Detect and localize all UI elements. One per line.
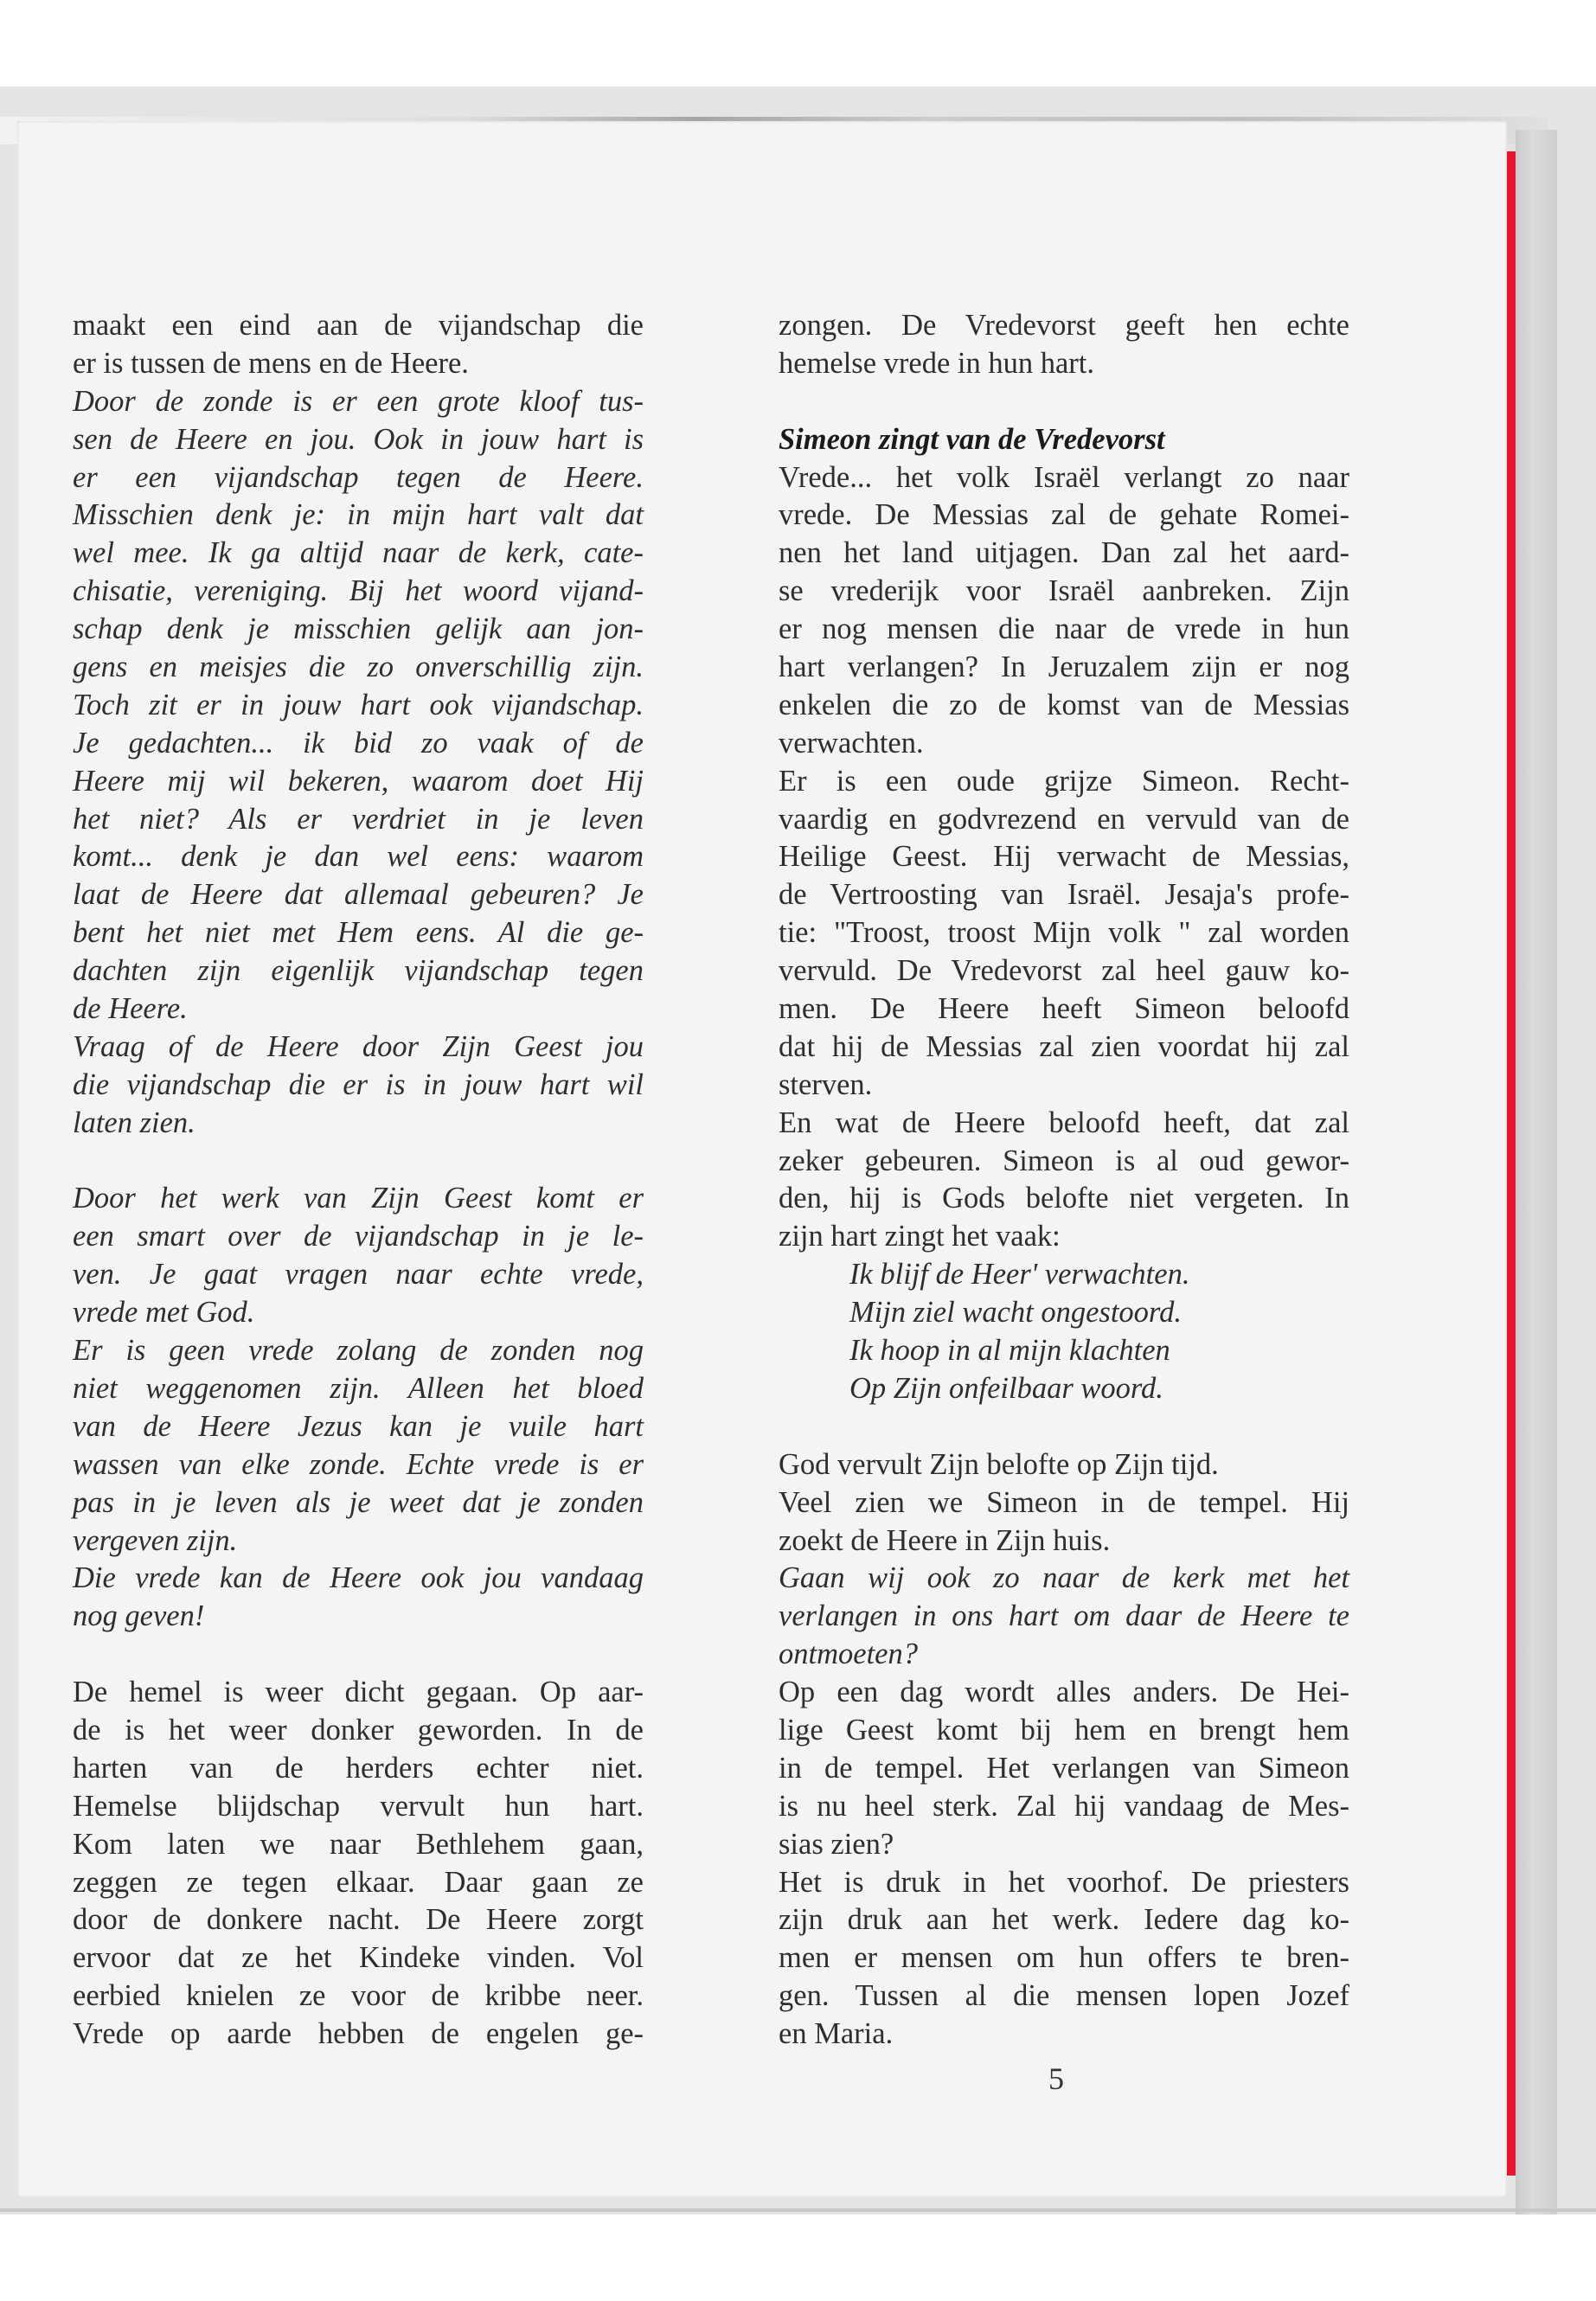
text-line: gens en meisjes die zo onverschillig zijn. (73, 651, 644, 684)
text-line: nen het land uitjagen. Dan zal het aard- (779, 536, 1349, 570)
text-line: er is tussen de mens en de Heere. (73, 346, 469, 380)
text-line: En wat de Heere beloofd heeft, dat zal (779, 1106, 1349, 1139)
text-line: dachten zijn eigenlijk vijandschap tegen (73, 954, 644, 988)
text-line: zoekt de Heere in Zijn huis. (779, 1523, 1111, 1557)
text-line: vaardig en godvrezend en vervuld van de (779, 802, 1349, 836)
text-line: sias zien? (779, 1827, 894, 1861)
text-line: vrede. De Messias zal de gehate Romei- (779, 498, 1349, 532)
text-line: zeker gebeuren. Simeon is al oud gewor- (779, 1144, 1349, 1177)
text-line: niet weggenomen zijn. Alleen het bloed (73, 1371, 644, 1405)
text-line: Kom laten we naar Bethlehem gaan, (73, 1827, 644, 1861)
text-line: zeggen ze tegen elkaar. Daar gaan ze (73, 1865, 644, 1899)
text-line: bent het niet met Hem eens. Al die ge- (73, 916, 644, 950)
text-line: enkelen die zo de komst van de Messias (779, 688, 1349, 721)
text-line: nog geven! (73, 1599, 205, 1633)
text-line: Gaan wij ook zo naar de kerk met het (779, 1561, 1349, 1595)
text-line: ervoor dat ze het Kindeke vinden. Vol (73, 1941, 644, 1975)
text-line: de Heere. (73, 992, 188, 1026)
text-line: se vrederijk voor Israël aanbreken. Zijn (779, 574, 1349, 608)
text-line: komt... denk je dan wel eens: waarom (73, 840, 644, 874)
right-text-column (779, 307, 1349, 2054)
text-line: Vrede op aarde hebben de engelen ge- (73, 2017, 644, 2051)
text-line: Ik blijf de Heer' verwachten. (849, 1258, 1190, 1292)
text-line: Door de zonde is er een grote kloof tus- (73, 384, 644, 418)
text-line: eerbied knielen ze voor de kribbe neer. (73, 1979, 644, 2013)
scan-bottom-edge (0, 2208, 1596, 2212)
text-line: er nog mensen die naar de vrede in hun (779, 612, 1349, 646)
paragraph-gap (73, 1143, 644, 1181)
text-line: Die vrede kan de Heere ook jou vandaag (73, 1561, 644, 1595)
text-line: ontmoeten? (779, 1638, 918, 1671)
text-line: dat hij de Messias zal zien voordat hij zal (779, 1029, 1349, 1063)
paragraph-gap (779, 383, 1349, 421)
text-line: Het is druk in het voorhof. De priesters (779, 1865, 1349, 1899)
text-line: Door het werk van Zijn Geest komt er (73, 1182, 644, 1215)
text-line: Op Zijn onfeilbaar woord. (849, 1371, 1163, 1405)
text-line: is nu heel sterk. Zal hij vandaag de Mes- (779, 1789, 1349, 1823)
text-line: ven. Je gaat vragen naar echte vrede, (73, 1258, 644, 1292)
text-line: en Maria. (779, 2017, 894, 2051)
text-line: sterven. (779, 1067, 873, 1101)
text-line: Misschien denk je: in mijn hart valt dat (73, 498, 644, 532)
text-line: er een vijandschap tegen de Heere. (73, 460, 644, 494)
text-line: zijn druk aan het werk. Iedere dag ko- (779, 1903, 1349, 1937)
text-line: hemelse vrede in hun hart. (779, 346, 1094, 380)
text-line: wel mee. Ik ga altijd naar de kerk, cate- (73, 536, 644, 570)
text-line: van de Heere Jezus kan je vuile hart (73, 1409, 644, 1443)
text-line: Vraag of de Heere door Zijn Geest jou (73, 1029, 644, 1063)
text-line: Heere mij wil bekeren, waarom doet Hij (73, 764, 644, 798)
text-line: door de donkere nacht. De Heere zorgt (73, 1903, 644, 1937)
text-line: schap denk je misschien gelijk aan jon- (73, 612, 644, 646)
page-number: 5 (1048, 2061, 1064, 2096)
text-line: de is het weer donker geworden. In de (73, 1713, 644, 1747)
text-line: die vijandschap die er is in jouw hart wil (73, 1067, 644, 1101)
text-line: verwachten. (779, 726, 924, 760)
text-line: Er is geen vrede zolang de zonden nog (73, 1334, 644, 1368)
text-line: Vrede... het volk Israël verlangt zo naar (779, 460, 1349, 494)
text-line: Veel zien we Simeon in de tempel. Hij (779, 1485, 1349, 1519)
text-line: maakt een eind aan de vijandschap die (73, 309, 644, 342)
text-line: vrede met God. (73, 1296, 255, 1330)
text-line: Toch zit er in jouw hart ook vijandschap. (73, 688, 644, 721)
text-line: een smart over de vijandschap in je le- (73, 1220, 644, 1253)
section-heading: Simeon zingt van de Vredevorst (779, 422, 1165, 456)
text-line: laat de Heere dat allemaal gebeuren? Je (73, 878, 644, 912)
red-page-edge (1507, 151, 1516, 2176)
paragraph-gap (779, 1408, 1349, 1446)
text-line: in de tempel. Het verlangen van Simeon (779, 1751, 1349, 1785)
text-line: Heilige Geest. Hij verwacht de Messias, (779, 840, 1349, 874)
text-line: de Vertroosting van Israël. Jesaja's profe- (779, 878, 1349, 912)
text-line: men. De Heere heeft Simeon beloofd (779, 992, 1349, 1026)
text-line: den, hij is Gods belofte niet vergeten. In (779, 1182, 1349, 1215)
text-line: God vervult Zijn belofte op Zijn tijd. (779, 1447, 1219, 1481)
text-line: Mijn ziel wacht ongestoord. (849, 1296, 1182, 1330)
text-line: laten zien. (73, 1106, 195, 1139)
text-line: Je gedachten... ik bid zo vaak of de (73, 726, 644, 760)
left-text-column (73, 307, 644, 2054)
text-line: men er mensen om hun offers te bren- (779, 1941, 1349, 1975)
text-line: De hemel is weer dicht gegaan. Op aar- (73, 1676, 644, 1709)
text-line: sen de Heere en jou. Ook in jouw hart is (73, 422, 644, 456)
text-line: harten van de herders echter niet. (73, 1751, 644, 1785)
text-line: verlangen in ons hart om daar de Heere te (779, 1599, 1349, 1633)
text-line: Er is een oude grijze Simeon. Recht- (779, 764, 1349, 798)
paragraph-gap (73, 1636, 644, 1674)
text-line: chisatie, vereniging. Bij het woord vijand- (73, 574, 644, 608)
text-line: vervuld. De Vredevorst zal heel gauw ko- (779, 954, 1349, 988)
text-line: wassen van elke zonde. Echte vrede is er (73, 1447, 644, 1481)
text-line: Op een dag wordt alles anders. De Hei- (779, 1676, 1349, 1709)
text-line: lige Geest komt bij hem en brengt hem (779, 1713, 1349, 1747)
text-line: tie: "Troost, troost Mijn volk " zal worden (779, 916, 1349, 950)
text-line: pas in je leven als je weet dat je zonden (73, 1485, 644, 1519)
text-line: gen. Tussen al die mensen lopen Jozef (779, 1979, 1349, 2013)
text-line: vergeven zijn. (73, 1523, 238, 1557)
text-line: zongen. De Vredevorst geeft hen echte (779, 309, 1349, 342)
text-line: het niet? Als er verdriet in je leven (73, 802, 644, 836)
text-line: zijn hart zingt het vaak: (779, 1220, 1061, 1253)
text-line: Hemelse blijdschap vervult hun hart. (73, 1789, 644, 1823)
text-line: hart verlangen? In Jeruzalem zijn er nog (779, 651, 1349, 684)
book-cover-edge (1516, 130, 1557, 2214)
text-line: Ik hoop in al mijn klachten (849, 1334, 1170, 1368)
